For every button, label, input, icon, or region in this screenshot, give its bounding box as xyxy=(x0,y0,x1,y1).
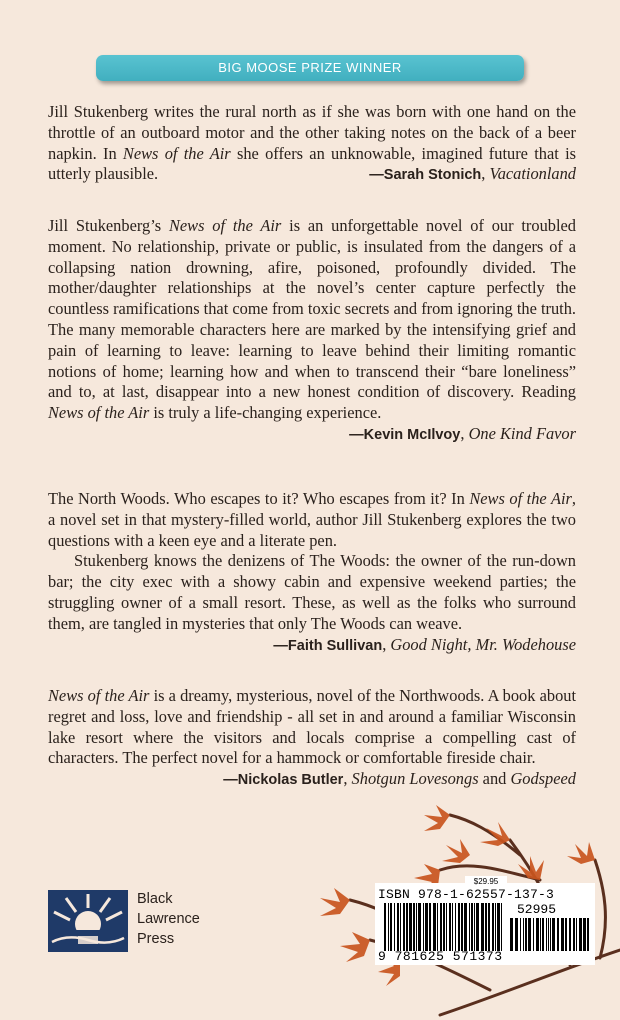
barcode-bar xyxy=(476,903,479,951)
barcode-bar xyxy=(481,903,484,951)
attribution: —Sarah Stonich, Vacationland xyxy=(369,164,576,184)
barcode-bar xyxy=(425,903,428,951)
barcode-bar xyxy=(418,903,421,951)
barcode-bar xyxy=(528,918,531,951)
barcode-bar xyxy=(433,903,436,951)
barcode-bar xyxy=(573,918,575,951)
barcode-bar xyxy=(397,903,399,951)
prize-banner: BIG MOOSE PRIZE WINNER xyxy=(96,55,524,81)
barcode-bar xyxy=(384,903,386,951)
barcode-bar xyxy=(525,918,527,951)
book-title: News of the Air xyxy=(48,403,150,423)
barcode-bar xyxy=(546,918,547,951)
book-title: News of the Air xyxy=(122,143,231,163)
barcode-bar xyxy=(443,903,445,951)
barcode-bar xyxy=(492,903,494,951)
barcode-bar xyxy=(550,918,551,951)
barcode-bar xyxy=(536,918,539,951)
barcode-bar xyxy=(542,918,544,951)
attribution: —Kevin McIlvoy, One Kind Favor xyxy=(349,423,576,443)
blurb-butler: News of the Air is a dreamy, mysterious, novel of the Northwoods. A book about regret and loss, love and friendship - all set in and around a familiar Wisconsin lake resort where the visitors and locals comprise a compelling cast of characters. The perfect novel for a hammock or comfortable fireside chair. —Nickolas Butler, Shotgun Lovesongs and Godspeed xyxy=(48,686,576,791)
barcode-bar xyxy=(561,918,564,951)
publisher-name: Black Lawrence Press xyxy=(137,891,200,947)
barcode-bar xyxy=(406,903,408,951)
blurb-stonich: Jill Stukenberg writes the rural north as if she was born with one hand on the throttle of an outboard motor and the other taking notes on the back of a beer napkin. In News of the Air she offers an unknowable, imagined future that is utterly plausible. —Sarah Stonich, Vacationland xyxy=(48,102,576,186)
barcode-bar xyxy=(464,903,467,951)
price-addon-code: 52995 xyxy=(517,902,557,917)
barcode-bar xyxy=(413,903,415,951)
barcode-bar xyxy=(409,903,412,951)
black-lawrence-press-logo xyxy=(48,890,128,952)
barcode-bar xyxy=(565,918,567,951)
barcode-bar xyxy=(557,918,559,951)
barcode-bar xyxy=(495,903,496,951)
barcode-bar xyxy=(403,903,405,951)
barcode-bar xyxy=(515,918,518,951)
barcode-bar xyxy=(437,903,438,951)
blurb-sullivan: The North Woods. Who escapes to it? Who escapes from it? In News of the Air, a novel set in that mystery-filled world, author Jill Stukenberg explores the two questions with a keen eye and a literate pen. Stukenberg knows the denizens of The Woods: the owner of the run-down bar; the city exec with a showy cabin and expensive weekend parties; the struggling owner of a small resort. These, as well as the folks who surround them, are tangled in mysteries that only The Woods can weave. —Faith Sullivan, Good Night, Mr. Wodehouse xyxy=(48,489,576,656)
barcode-bar xyxy=(440,903,442,951)
addon-barcode xyxy=(510,918,592,951)
attribution: —Nickolas Butler, Shotgun Lovesongs and Godspeed xyxy=(223,769,576,789)
barcode-bar xyxy=(455,903,456,951)
barcode-bar xyxy=(497,903,500,951)
barcode-bar xyxy=(540,918,541,951)
book-title: News of the Air xyxy=(48,686,150,705)
barcode-bar xyxy=(569,918,571,951)
barcode-bar xyxy=(449,903,451,951)
barcode-bar xyxy=(400,903,401,951)
barcode-bar xyxy=(446,903,447,951)
barcode-bar xyxy=(485,903,487,951)
barcode-bar xyxy=(548,918,549,951)
barcode-bar xyxy=(474,903,475,951)
barcode-bar xyxy=(469,903,470,951)
barcode-bar xyxy=(458,903,460,951)
barcode-bar xyxy=(501,903,502,951)
barcode-bar xyxy=(394,903,395,951)
isbn-barcode xyxy=(384,903,504,951)
barcode-bar xyxy=(587,918,589,951)
barcode-bar xyxy=(523,918,524,951)
barcode-bar xyxy=(452,903,453,951)
book-title: News of the Air xyxy=(168,216,282,235)
barcode-bar xyxy=(520,918,521,951)
barcode-bar xyxy=(388,903,389,951)
barcode-bar xyxy=(552,918,555,951)
blurb-mcilvoy: Jill Stukenberg’s News of the Air is an unforgettable novel of our troubled moment. No relationship, private or public, is insulated from the dangers of a collapsing nation drowning, afire, poisoned, profoundly divided. The mother/daughter relationships at the novel’s center capture perfectly the countless ramifications that come from toxic secrets and from ignoring the truth. The many memorable characters here are marked by the intensifying grief and pain of learning to leave: learning to leave behind their limiting romantic notions of home; learning how and when to transcend their “bare loneliness” and to, at last, disappear into a new honest condition of discovery. Reading News of the Air is truly a life-changing experience. —Kevin McIlvoy, One Kind Favor xyxy=(48,216,576,446)
barcode-bar xyxy=(416,903,417,951)
attribution: —Faith Sullivan, Good Night, Mr. Wodehouse xyxy=(273,634,576,654)
isbn-text: ISBN 978-1-62557-137-3 xyxy=(378,887,555,902)
barcode-bar xyxy=(510,918,513,951)
barcode-bar xyxy=(471,903,473,951)
book-title: News of the Air xyxy=(469,489,572,508)
barcode-bar xyxy=(583,918,586,951)
barcode-bar xyxy=(461,903,463,951)
barcode-bar xyxy=(579,918,582,951)
barcode-bar xyxy=(488,903,490,951)
ean-number: 9 781625 571373 xyxy=(378,949,503,964)
barcode-bar xyxy=(423,903,424,951)
barcode-bar xyxy=(429,903,431,951)
barcode-bar xyxy=(576,918,577,951)
barcode-bar xyxy=(390,903,392,951)
price-label: $29.95 xyxy=(465,876,507,888)
barcode-bar xyxy=(533,918,534,951)
